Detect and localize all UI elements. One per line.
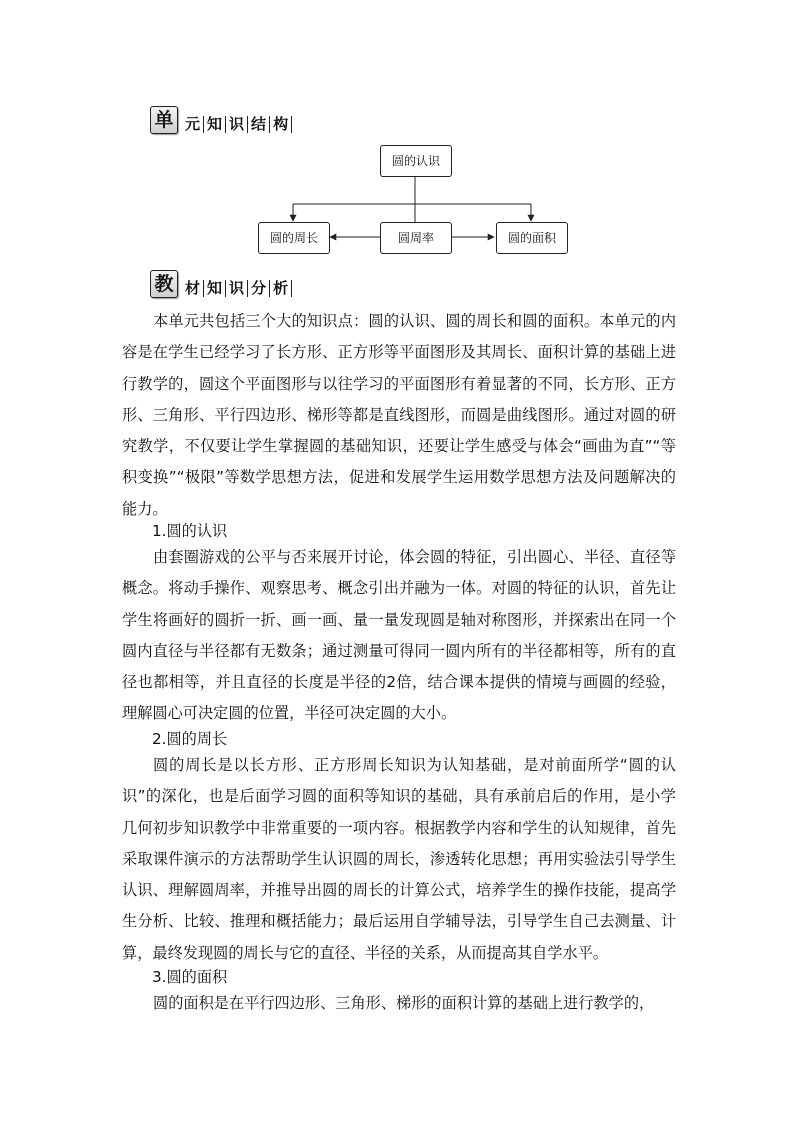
section-title-char: 结 bbox=[248, 116, 270, 133]
node-circle-area: 圆的面积 bbox=[496, 222, 568, 254]
section-badge: 单 bbox=[150, 106, 178, 134]
section-title-char: 构 bbox=[270, 116, 292, 133]
section-header-unit-structure bbox=[150, 106, 292, 134]
section-title-char: 识 bbox=[226, 116, 248, 133]
topic-heading: 1.圆的认识 bbox=[152, 522, 228, 540]
node-circle-circumference: 圆的周长 bbox=[258, 222, 330, 254]
section-title-char: 识 bbox=[226, 280, 248, 297]
topic-body: 由套圈游戏的公平与否来展开讨论，体会圆的特征，引出圆心、半径、直径等概念。将动手操作、观察思考、概念引出并融为一体。对圆的特征的认识，首先让学生将画好的圆折一折、画一画、量一量发现圆是轴对称图形，并探索出在同一个圆内直径与半径都有无数条；通过测量可得同一圆内所有的半径都相等，所有的直径也都相等，并且直径的长度是半径的2倍，结合课本提供的情境与画圆的经验，理解圆心可决定圆的位置，半径可决定圆的大小。 bbox=[122, 548, 676, 723]
topic-body: 圆的周长是以长方形、正方形周长知识为认知基础，是对前面所学“圆的认识”的深化，也是后面学习圆的面积等知识的基础，具有承前启后的作用，是小学几何初步知识教学中非常重要的一项内容。根据教学内容和学生的认知规律，首先采取课件演示的方法帮助学生认识圆的周长，渗透转化思想；再用实验法引导学生认识、理解圆周率，并推导出圆的周长的计算公式，培养学生的操作技能，提高学生分析、比较、推理和概括能力；最后运用自学辅导法，引导学生自己去测量、计算，最终发现圆的周长与它的直径、半径的关系，从而提高其自学水平。 bbox=[122, 756, 676, 962]
section-title bbox=[182, 116, 292, 133]
node-circle-recognition: 圆的认识 bbox=[380, 145, 452, 177]
topic-heading: 2.圆的周长 bbox=[152, 730, 228, 748]
section-title-char: 知 bbox=[204, 280, 226, 297]
topic-heading: 3.圆的面积 bbox=[152, 968, 228, 986]
section-title bbox=[182, 280, 292, 297]
section-title-char: 析 bbox=[270, 280, 292, 297]
section-title-char: 知 bbox=[204, 116, 226, 133]
section-title-char: 分 bbox=[248, 280, 270, 297]
intro-paragraph: 本单元共包括三个大的知识点：圆的认识、圆的周长和圆的面积。本单元的内容是在学生已经学习了长方形、正方形等平面图形及其周长、面积计算的基础上进行教学的，圆这个平面图形与以往学习的平面图形有着显著的不同，长方形、正方形、三角形、平行四边形、梯形等都是直线图形，而圆是曲线图形。通过对圆的研究教学，不仅要让学生掌握圆的基础知识，还要让学生感受与体会“画曲为直”“等积变换”“极限”等数学思想方法，促进和发展学生运用数学思想方法及问题解决的能力。 bbox=[122, 312, 676, 518]
section-title-char: 材 bbox=[182, 280, 204, 297]
node-pi: 圆周率 bbox=[380, 222, 452, 254]
section-badge: 教 bbox=[150, 270, 178, 298]
section-title-char: 元 bbox=[182, 116, 204, 133]
topic-body: 圆的面积是在平行四边形、三角形、梯形的面积计算的基础上进行教学的， bbox=[153, 994, 655, 1012]
knowledge-structure-diagram bbox=[250, 140, 580, 260]
section-header-material-analysis bbox=[150, 270, 292, 298]
